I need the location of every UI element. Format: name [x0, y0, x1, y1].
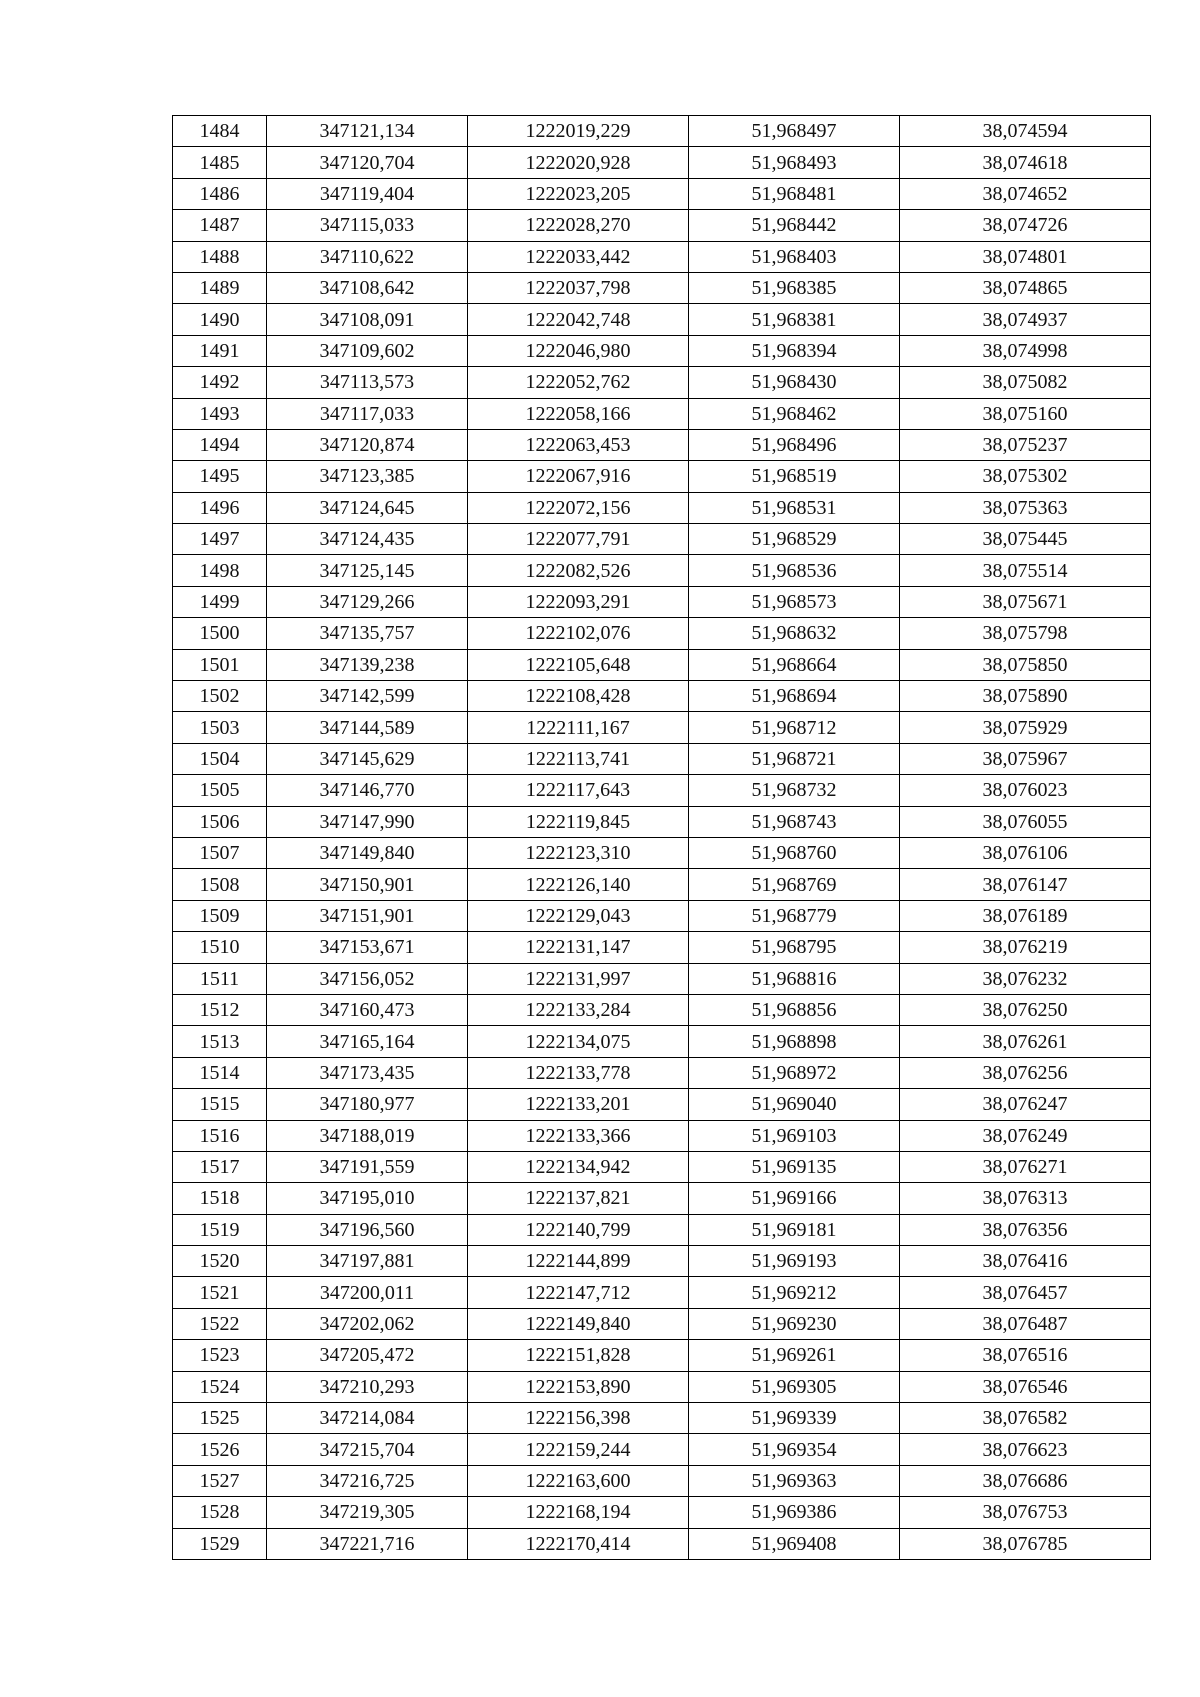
longitude-cell: 38,075798	[900, 618, 1151, 649]
x-coordinate-cell: 347153,671	[267, 932, 468, 963]
y-coordinate-cell: 1222129,043	[468, 900, 689, 931]
latitude-cell: 51,969261	[689, 1340, 900, 1371]
point-number-cell: 1485	[173, 147, 267, 178]
longitude-cell: 38,076189	[900, 900, 1151, 931]
longitude-cell: 38,076232	[900, 963, 1151, 994]
table-row	[173, 994, 1151, 1025]
y-coordinate-cell: 1222133,778	[468, 1057, 689, 1088]
y-coordinate-cell: 1222058,166	[468, 398, 689, 429]
x-coordinate-cell: 347214,084	[267, 1403, 468, 1434]
x-coordinate-cell: 347109,602	[267, 335, 468, 366]
latitude-cell: 51,969386	[689, 1497, 900, 1528]
point-number-cell: 1487	[173, 210, 267, 241]
point-number-cell: 1523	[173, 1340, 267, 1371]
point-number-cell: 1527	[173, 1465, 267, 1496]
latitude-cell: 51,968493	[689, 147, 900, 178]
y-coordinate-cell: 1222102,076	[468, 618, 689, 649]
latitude-cell: 51,969193	[689, 1246, 900, 1277]
x-coordinate-cell: 347110,622	[267, 241, 468, 272]
y-coordinate-cell: 1222077,791	[468, 524, 689, 555]
table-row	[173, 304, 1151, 335]
point-number-cell: 1494	[173, 429, 267, 460]
x-coordinate-cell: 347115,033	[267, 210, 468, 241]
longitude-cell: 38,075929	[900, 712, 1151, 743]
longitude-cell: 38,076055	[900, 806, 1151, 837]
y-coordinate-cell: 1222131,997	[468, 963, 689, 994]
point-number-cell: 1495	[173, 461, 267, 492]
longitude-cell: 38,076247	[900, 1089, 1151, 1120]
table-row	[173, 1089, 1151, 1120]
longitude-cell: 38,074726	[900, 210, 1151, 241]
table-row	[173, 429, 1151, 460]
x-coordinate-cell: 347216,725	[267, 1465, 468, 1496]
table-row	[173, 492, 1151, 523]
latitude-cell: 51,968497	[689, 116, 900, 147]
latitude-cell: 51,968531	[689, 492, 900, 523]
table-row	[173, 1277, 1151, 1308]
y-coordinate-cell: 1222134,942	[468, 1151, 689, 1182]
latitude-cell: 51,968481	[689, 178, 900, 209]
latitude-cell: 51,968462	[689, 398, 900, 429]
y-coordinate-cell: 1222093,291	[468, 586, 689, 617]
longitude-cell: 38,075890	[900, 681, 1151, 712]
table-row	[173, 869, 1151, 900]
x-coordinate-cell: 347151,901	[267, 900, 468, 931]
table-row	[173, 586, 1151, 617]
latitude-cell: 51,968816	[689, 963, 900, 994]
latitude-cell: 51,968496	[689, 429, 900, 460]
latitude-cell: 51,969040	[689, 1089, 900, 1120]
x-coordinate-cell: 347165,164	[267, 1026, 468, 1057]
table-row	[173, 398, 1151, 429]
x-coordinate-cell: 347119,404	[267, 178, 468, 209]
x-coordinate-cell: 347180,977	[267, 1089, 468, 1120]
point-number-cell: 1517	[173, 1151, 267, 1182]
latitude-cell: 51,969166	[689, 1183, 900, 1214]
latitude-cell: 51,968442	[689, 210, 900, 241]
point-number-cell: 1522	[173, 1308, 267, 1339]
table-row	[173, 1371, 1151, 1402]
longitude-cell: 38,074937	[900, 304, 1151, 335]
x-coordinate-cell: 347197,881	[267, 1246, 468, 1277]
x-coordinate-cell: 347108,642	[267, 272, 468, 303]
y-coordinate-cell: 1222063,453	[468, 429, 689, 460]
longitude-cell: 38,076546	[900, 1371, 1151, 1402]
point-number-cell: 1521	[173, 1277, 267, 1308]
point-number-cell: 1490	[173, 304, 267, 335]
y-coordinate-cell: 1222046,980	[468, 335, 689, 366]
longitude-cell: 38,076250	[900, 994, 1151, 1025]
y-coordinate-cell: 1222144,899	[468, 1246, 689, 1277]
longitude-cell: 38,074998	[900, 335, 1151, 366]
point-number-cell: 1498	[173, 555, 267, 586]
longitude-cell: 38,076023	[900, 775, 1151, 806]
longitude-cell: 38,075302	[900, 461, 1151, 492]
latitude-cell: 51,969408	[689, 1528, 900, 1559]
latitude-cell: 51,969181	[689, 1214, 900, 1245]
x-coordinate-cell: 347173,435	[267, 1057, 468, 1088]
point-number-cell: 1524	[173, 1371, 267, 1402]
longitude-cell: 38,076219	[900, 932, 1151, 963]
longitude-cell: 38,076416	[900, 1246, 1151, 1277]
y-coordinate-cell: 1222140,799	[468, 1214, 689, 1245]
y-coordinate-cell: 1222067,916	[468, 461, 689, 492]
point-number-cell: 1491	[173, 335, 267, 366]
point-number-cell: 1503	[173, 712, 267, 743]
latitude-cell: 51,969363	[689, 1465, 900, 1496]
x-coordinate-cell: 347215,704	[267, 1434, 468, 1465]
x-coordinate-cell: 347205,472	[267, 1340, 468, 1371]
longitude-cell: 38,075237	[900, 429, 1151, 460]
table-row	[173, 555, 1151, 586]
longitude-cell: 38,076147	[900, 869, 1151, 900]
point-number-cell: 1486	[173, 178, 267, 209]
longitude-cell: 38,076785	[900, 1528, 1151, 1559]
table-row	[173, 116, 1151, 147]
point-number-cell: 1513	[173, 1026, 267, 1057]
table-row	[173, 1183, 1151, 1214]
latitude-cell: 51,968529	[689, 524, 900, 555]
latitude-cell: 51,968856	[689, 994, 900, 1025]
longitude-cell: 38,075850	[900, 649, 1151, 680]
latitude-cell: 51,969212	[689, 1277, 900, 1308]
longitude-cell: 38,076249	[900, 1120, 1151, 1151]
y-coordinate-cell: 1222137,821	[468, 1183, 689, 1214]
x-coordinate-cell: 347200,011	[267, 1277, 468, 1308]
y-coordinate-cell: 1222108,428	[468, 681, 689, 712]
table-row	[173, 1434, 1151, 1465]
longitude-cell: 38,075514	[900, 555, 1151, 586]
longitude-cell: 38,075082	[900, 367, 1151, 398]
latitude-cell: 51,968430	[689, 367, 900, 398]
y-coordinate-cell: 1222168,194	[468, 1497, 689, 1528]
point-number-cell: 1514	[173, 1057, 267, 1088]
point-number-cell: 1529	[173, 1528, 267, 1559]
x-coordinate-cell: 347121,134	[267, 116, 468, 147]
point-number-cell: 1516	[173, 1120, 267, 1151]
x-coordinate-cell: 347120,704	[267, 147, 468, 178]
y-coordinate-cell: 1222123,310	[468, 837, 689, 868]
point-number-cell: 1512	[173, 994, 267, 1025]
y-coordinate-cell: 1222133,366	[468, 1120, 689, 1151]
x-coordinate-cell: 347195,010	[267, 1183, 468, 1214]
table-row	[173, 806, 1151, 837]
x-coordinate-cell: 347144,589	[267, 712, 468, 743]
table-row	[173, 618, 1151, 649]
x-coordinate-cell: 347142,599	[267, 681, 468, 712]
latitude-cell: 51,968519	[689, 461, 900, 492]
point-number-cell: 1504	[173, 743, 267, 774]
table-row	[173, 963, 1151, 994]
longitude-cell: 38,076623	[900, 1434, 1151, 1465]
table-row	[173, 1497, 1151, 1528]
point-number-cell: 1506	[173, 806, 267, 837]
x-coordinate-cell: 347191,559	[267, 1151, 468, 1182]
coordinates-table-body	[173, 116, 1151, 1560]
latitude-cell: 51,969339	[689, 1403, 900, 1434]
latitude-cell: 51,968712	[689, 712, 900, 743]
table-row	[173, 1120, 1151, 1151]
longitude-cell: 38,074594	[900, 116, 1151, 147]
longitude-cell: 38,076106	[900, 837, 1151, 868]
latitude-cell: 51,968972	[689, 1057, 900, 1088]
latitude-cell: 51,969230	[689, 1308, 900, 1339]
y-coordinate-cell: 1222133,201	[468, 1089, 689, 1120]
x-coordinate-cell: 347139,238	[267, 649, 468, 680]
point-number-cell: 1500	[173, 618, 267, 649]
x-coordinate-cell: 347129,266	[267, 586, 468, 617]
latitude-cell: 51,968381	[689, 304, 900, 335]
longitude-cell: 38,075671	[900, 586, 1151, 617]
latitude-cell: 51,969305	[689, 1371, 900, 1402]
x-coordinate-cell: 347156,052	[267, 963, 468, 994]
longitude-cell: 38,074618	[900, 147, 1151, 178]
x-coordinate-cell: 347124,435	[267, 524, 468, 555]
table-row	[173, 524, 1151, 555]
point-number-cell: 1508	[173, 869, 267, 900]
y-coordinate-cell: 1222126,140	[468, 869, 689, 900]
longitude-cell: 38,076457	[900, 1277, 1151, 1308]
longitude-cell: 38,074801	[900, 241, 1151, 272]
table-row	[173, 1057, 1151, 1088]
y-coordinate-cell: 1222119,845	[468, 806, 689, 837]
latitude-cell: 51,968573	[689, 586, 900, 617]
y-coordinate-cell: 1222072,156	[468, 492, 689, 523]
point-number-cell: 1509	[173, 900, 267, 931]
latitude-cell: 51,969103	[689, 1120, 900, 1151]
x-coordinate-cell: 347113,573	[267, 367, 468, 398]
x-coordinate-cell: 347210,293	[267, 1371, 468, 1402]
table-row	[173, 461, 1151, 492]
latitude-cell: 51,968536	[689, 555, 900, 586]
table-row	[173, 178, 1151, 209]
point-number-cell: 1497	[173, 524, 267, 555]
longitude-cell: 38,076582	[900, 1403, 1151, 1434]
y-coordinate-cell: 1222133,284	[468, 994, 689, 1025]
table-row	[173, 712, 1151, 743]
point-number-cell: 1510	[173, 932, 267, 963]
latitude-cell: 51,968743	[689, 806, 900, 837]
y-coordinate-cell: 1222111,167	[468, 712, 689, 743]
table-row	[173, 1403, 1151, 1434]
latitude-cell: 51,968760	[689, 837, 900, 868]
point-number-cell: 1499	[173, 586, 267, 617]
table-row	[173, 1308, 1151, 1339]
table-row	[173, 147, 1151, 178]
table-row	[173, 241, 1151, 272]
table-row	[173, 367, 1151, 398]
x-coordinate-cell: 347146,770	[267, 775, 468, 806]
table-row	[173, 900, 1151, 931]
longitude-cell: 38,076256	[900, 1057, 1151, 1088]
point-number-cell: 1525	[173, 1403, 267, 1434]
y-coordinate-cell: 1222159,244	[468, 1434, 689, 1465]
y-coordinate-cell: 1222149,840	[468, 1308, 689, 1339]
point-number-cell: 1519	[173, 1214, 267, 1245]
x-coordinate-cell: 347124,645	[267, 492, 468, 523]
y-coordinate-cell: 1222020,928	[468, 147, 689, 178]
table-row	[173, 272, 1151, 303]
longitude-cell: 38,076271	[900, 1151, 1151, 1182]
table-row	[173, 1214, 1151, 1245]
x-coordinate-cell: 347149,840	[267, 837, 468, 868]
latitude-cell: 51,968779	[689, 900, 900, 931]
point-number-cell: 1511	[173, 963, 267, 994]
x-coordinate-cell: 347145,629	[267, 743, 468, 774]
x-coordinate-cell: 347125,145	[267, 555, 468, 586]
point-number-cell: 1507	[173, 837, 267, 868]
x-coordinate-cell: 347202,062	[267, 1308, 468, 1339]
y-coordinate-cell: 1222117,643	[468, 775, 689, 806]
point-number-cell: 1520	[173, 1246, 267, 1277]
longitude-cell: 38,076516	[900, 1340, 1151, 1371]
latitude-cell: 51,968694	[689, 681, 900, 712]
table-row	[173, 1246, 1151, 1277]
x-coordinate-cell: 347219,305	[267, 1497, 468, 1528]
longitude-cell: 38,076487	[900, 1308, 1151, 1339]
point-number-cell: 1502	[173, 681, 267, 712]
table-row	[173, 1528, 1151, 1559]
y-coordinate-cell: 1222105,648	[468, 649, 689, 680]
longitude-cell: 38,076753	[900, 1497, 1151, 1528]
table-row	[173, 681, 1151, 712]
y-coordinate-cell: 1222163,600	[468, 1465, 689, 1496]
latitude-cell: 51,968403	[689, 241, 900, 272]
y-coordinate-cell: 1222042,748	[468, 304, 689, 335]
longitude-cell: 38,074865	[900, 272, 1151, 303]
x-coordinate-cell: 347147,990	[267, 806, 468, 837]
x-coordinate-cell: 347188,019	[267, 1120, 468, 1151]
x-coordinate-cell: 347117,033	[267, 398, 468, 429]
latitude-cell: 51,968898	[689, 1026, 900, 1057]
latitude-cell: 51,968664	[689, 649, 900, 680]
latitude-cell: 51,968769	[689, 869, 900, 900]
latitude-cell: 51,968632	[689, 618, 900, 649]
x-coordinate-cell: 347120,874	[267, 429, 468, 460]
table-row	[173, 932, 1151, 963]
latitude-cell: 51,968732	[689, 775, 900, 806]
longitude-cell: 38,075967	[900, 743, 1151, 774]
point-number-cell: 1493	[173, 398, 267, 429]
point-number-cell: 1528	[173, 1497, 267, 1528]
latitude-cell: 51,968385	[689, 272, 900, 303]
longitude-cell: 38,076686	[900, 1465, 1151, 1496]
table-row	[173, 837, 1151, 868]
longitude-cell: 38,076356	[900, 1214, 1151, 1245]
x-coordinate-cell: 347221,716	[267, 1528, 468, 1559]
y-coordinate-cell: 1222082,526	[468, 555, 689, 586]
point-number-cell: 1492	[173, 367, 267, 398]
y-coordinate-cell: 1222052,762	[468, 367, 689, 398]
y-coordinate-cell: 1222151,828	[468, 1340, 689, 1371]
table-row	[173, 1465, 1151, 1496]
y-coordinate-cell: 1222170,414	[468, 1528, 689, 1559]
latitude-cell: 51,968721	[689, 743, 900, 774]
table-row	[173, 1340, 1151, 1371]
x-coordinate-cell: 347160,473	[267, 994, 468, 1025]
table-row	[173, 1026, 1151, 1057]
longitude-cell: 38,076261	[900, 1026, 1151, 1057]
point-number-cell: 1505	[173, 775, 267, 806]
latitude-cell: 51,968795	[689, 932, 900, 963]
longitude-cell: 38,075160	[900, 398, 1151, 429]
x-coordinate-cell: 347150,901	[267, 869, 468, 900]
latitude-cell: 51,969135	[689, 1151, 900, 1182]
table-row	[173, 335, 1151, 366]
point-number-cell: 1515	[173, 1089, 267, 1120]
y-coordinate-cell: 1222131,147	[468, 932, 689, 963]
y-coordinate-cell: 1222147,712	[468, 1277, 689, 1308]
latitude-cell: 51,969354	[689, 1434, 900, 1465]
point-number-cell: 1518	[173, 1183, 267, 1214]
x-coordinate-cell: 347123,385	[267, 461, 468, 492]
x-coordinate-cell: 347196,560	[267, 1214, 468, 1245]
table-row	[173, 743, 1151, 774]
table-row	[173, 210, 1151, 241]
table-row	[173, 649, 1151, 680]
longitude-cell: 38,074652	[900, 178, 1151, 209]
y-coordinate-cell: 1222156,398	[468, 1403, 689, 1434]
latitude-cell: 51,968394	[689, 335, 900, 366]
longitude-cell: 38,076313	[900, 1183, 1151, 1214]
y-coordinate-cell: 1222153,890	[468, 1371, 689, 1402]
longitude-cell: 38,075445	[900, 524, 1151, 555]
x-coordinate-cell: 347108,091	[267, 304, 468, 335]
table-row	[173, 1151, 1151, 1182]
point-number-cell: 1489	[173, 272, 267, 303]
y-coordinate-cell: 1222028,270	[468, 210, 689, 241]
y-coordinate-cell: 1222023,205	[468, 178, 689, 209]
table-row	[173, 775, 1151, 806]
coordinates-table	[172, 115, 1151, 1560]
x-coordinate-cell: 347135,757	[267, 618, 468, 649]
y-coordinate-cell: 1222113,741	[468, 743, 689, 774]
y-coordinate-cell: 1222019,229	[468, 116, 689, 147]
y-coordinate-cell: 1222037,798	[468, 272, 689, 303]
point-number-cell: 1484	[173, 116, 267, 147]
point-number-cell: 1526	[173, 1434, 267, 1465]
point-number-cell: 1501	[173, 649, 267, 680]
point-number-cell: 1488	[173, 241, 267, 272]
point-number-cell: 1496	[173, 492, 267, 523]
longitude-cell: 38,075363	[900, 492, 1151, 523]
y-coordinate-cell: 1222033,442	[468, 241, 689, 272]
y-coordinate-cell: 1222134,075	[468, 1026, 689, 1057]
